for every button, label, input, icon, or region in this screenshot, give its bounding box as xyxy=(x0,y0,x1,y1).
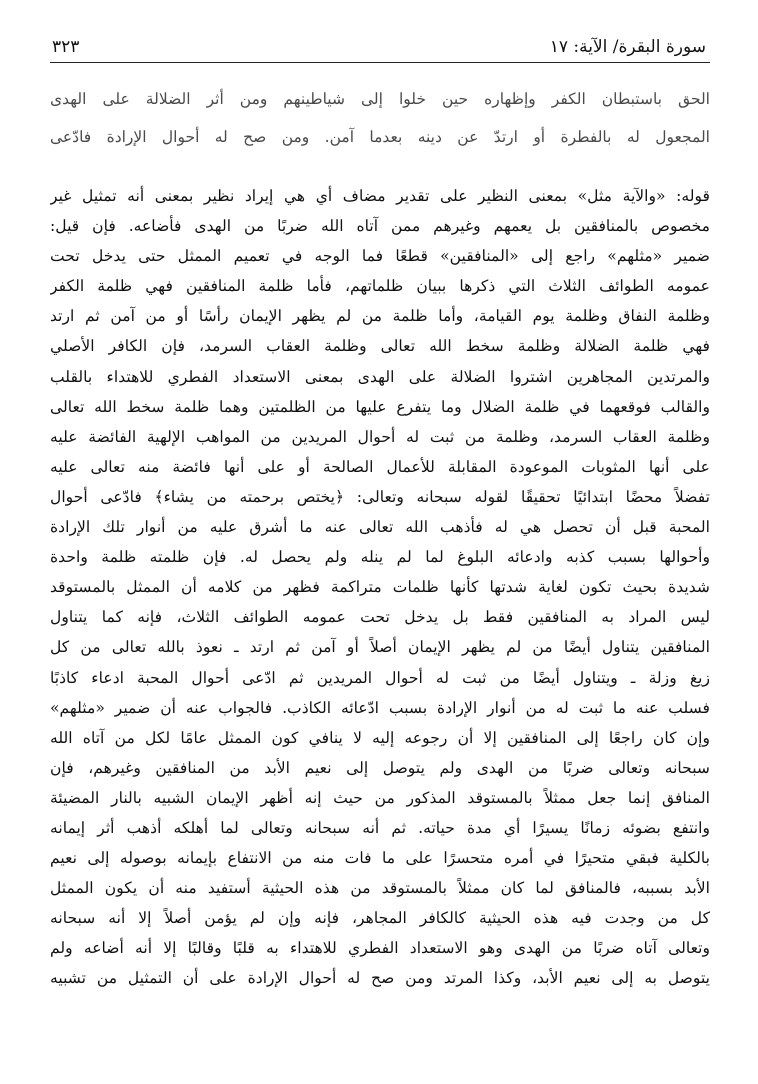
commentary-line: فسلب عنه ما ثبت له من أنوار الإرادة بسبب ادّعائه الكاذب. فالجواب عنه أن ضمير «مثلهم» xyxy=(50,698,710,717)
commentary-line: قوله: «والآية مثل» بمعنى النظير على تقدير مضاف أي هي إيراد نظير بمعنى أنه تمثيل غير xyxy=(50,187,710,205)
commentary-line: المنافقين يتناول أيضًا من لم يظهر الإيمان أصلاً أو آمن ثم ارتد ـ نعوذ بالله تعالى من كل xyxy=(50,638,710,657)
quoted-line: المجعول له بالفطرة أو ارتدّ عن دينه بعدما آمن. ومن صح له أحوال الإرادة فادّعى xyxy=(50,128,710,146)
commentary-line: وإن كان راجعًا إلى المنافقين إلا أن رجوعه إليه لا ينافي كون الممثل عامًا لكل من آتاه الله xyxy=(50,728,710,747)
commentary-line: المحبة قبل أن تحصل هي له فأذهب الله تعالى عنه ما أشرق عليه من أنوار تلك الإرادة xyxy=(50,518,710,537)
commentary-body xyxy=(50,181,710,994)
quoted-tafsir-text xyxy=(50,80,710,160)
commentary-line: وظلمة العقاب السرمد، وظلمة من ثبت له أحوال المريدين من المواهب الإلهية الفائضة عليه xyxy=(50,427,710,446)
commentary-line: الأبد بسببه، فالمنافق لما كان ممثلاً بالمستوقد من هذه الحيثية أستفيد منه أن يكون الممثل xyxy=(50,879,710,898)
page-number: ٣٢٣ xyxy=(52,37,80,57)
page-header xyxy=(50,36,710,63)
commentary-line: شديدة بحيث تكون لغاية شدتها كأنها ظلمات متراكمة فظهر من كلامه أن الممثل بالمستوقد xyxy=(50,578,710,597)
commentary-line: ليس المراد به المنافقين فقط بل يدخل تحت عمومه الطوائف الثلاث، فإنه كما يتناول xyxy=(50,608,710,627)
commentary-line: يتوصل به إلى نعيم الأبد، وكذا المرتد ومن صح له أحوال الإرادة على أن التمثيل من تشبيه xyxy=(50,969,710,988)
commentary-line: سبحانه وتعالى ضربًا من الهدى ولم يتوصل إلى نعيم الأبد من المنافقين وغيرهم، فإن xyxy=(50,758,710,777)
commentary-line: وظلمة النفاق وظلمة يوم القيامة، وأما ظلمة من لم يظهر الإيمان رأسًا أو من آمن ثم ارتد xyxy=(50,307,710,326)
commentary-line: زيغ وزلة ـ ويتناول أيضًا من ثبت له أحوال المريدين ثم ادّعى أحوال المحبة ادعاء كاذبًا xyxy=(50,668,710,687)
commentary-line: تفضلاً محضًا ابتدائيًا تحقيقًا لقوله سبحانه وتعالى: ﴿يختص برحمته من يشاء﴾ فادّعى أحوال xyxy=(50,487,710,506)
commentary-line: فهي ظلمة الضلالة وظلمة سخط الله تعالى وظلمة العقاب السرمد، فإن الكافر الأصلي xyxy=(50,337,710,356)
commentary-line: المنافق إنما جعل ممثلاً بالمستوقد المذكور من حيث إنه أظهر الإيمان الشبيه بالنار المضيئة xyxy=(50,788,710,807)
commentary-line: عمومه الطوائف الثلاث التي ذكرها ببيان ظلماتهم، فأما ظلمة المنافقين فهي ظلمة الكفر xyxy=(50,277,710,296)
surah-verse-title: سورة البقرة/ الآية: ١٧ xyxy=(549,37,706,57)
commentary-line: مخصوص بالمنافقين بل يعمهم وغيرهم ممن آتاه الله ضربًا من الهدى فأضاعه. فإن قيل: xyxy=(50,217,710,236)
commentary-line: على أنها المثوبات الموعودة المقابلة للأعمال الصالحة أو على أنها فائضة منه تعالى عليه xyxy=(50,457,710,476)
quoted-line: الحق باستبطان الكفر وإظهاره حين خلوا إلى شياطينهم ومن أثر الضلالة على الهدى xyxy=(50,90,710,108)
commentary-line: وأحوالها بسبب كذبه وادعائه البلوغ لما لم ينله ولم يحصل له. فإن ظلمته ظلمة واحدة xyxy=(50,548,710,567)
commentary-line: بالكلية فبقي متحيرًا في أمره متحسرًا على ما فات منه من الانتفاع بإيمانه بوصوله إلى نعيم xyxy=(50,849,710,868)
commentary-line: وانتفع بضوئه زمانًا يسيرًا أي مدة حياته. ثم أنه سبحانه وتعالى لما أهلكه أذهب أثر إيمانه xyxy=(50,818,710,837)
commentary-line: والقالب فوقعهما في ظلمة الضلال وما يتفرع عليها من الظلمتين وهما ظلمة سخط الله تعالى xyxy=(50,397,710,416)
commentary-line: ضمير «مثلهم» راجع إلى «المنافقين» قطعًا فما الوجه في تعميم الممثل حتى يدخل تحت xyxy=(50,247,710,266)
commentary-line: كل من وجدت فيه هذه الحيثية كالكافر المجاهر، فإنه وإن لم يؤمن أصلاً إلا أنه سبحانه xyxy=(50,909,710,928)
commentary-line: والمرتدين المجاهرين اشتروا الضلالة على الهدى بمعنى الاستعداد الفطري للاهتداء بالقلب xyxy=(50,367,710,386)
commentary-line: وتعالى آتاه ضربًا من الهدى وهو الاستعداد الفطري للاهتداء به قلبًا وقالبًا إلا أنه أضاعه ولم xyxy=(50,939,710,958)
